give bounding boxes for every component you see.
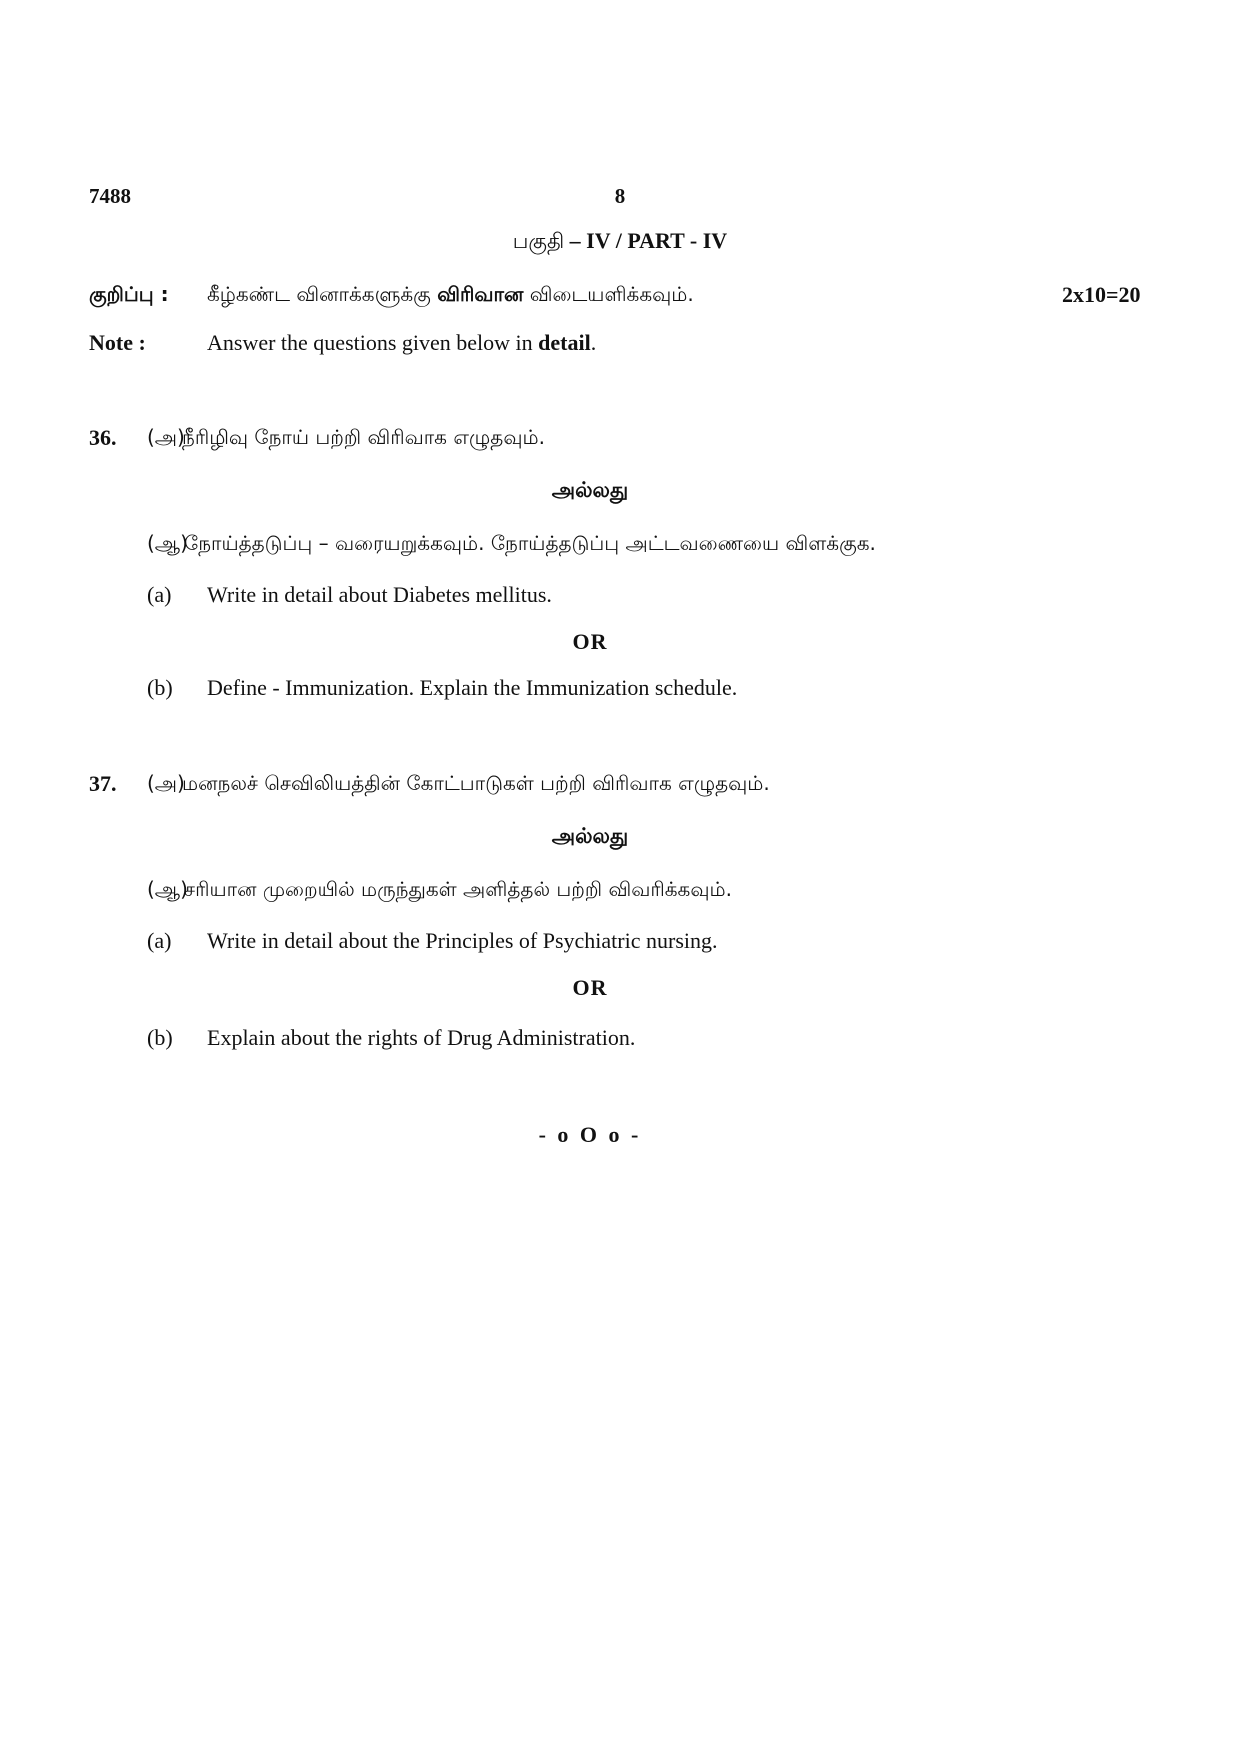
question-option-text: Define - Immunization. Explain the Immunization schedule. [207,675,738,700]
question-option-text: Explain about the rights of Drug Administration. [207,1025,636,1050]
question-option-label: (a) [147,928,172,953]
question-option-label: (ஆ) [147,877,188,901]
question-option-label: (அ) [147,425,185,449]
end-of-paper-mark: - o O o - [538,1122,642,1147]
page-number: 8 [614,184,626,208]
or-separator-english: OR [572,629,608,654]
note-tamil-text [207,282,694,309]
question-option-label: (ஆ) [147,531,188,555]
part-heading-tamil: பகுதி [512,229,565,253]
or-separator-tamil: அல்லது [551,824,629,848]
question-option-text: Write in detail about the Principles of Psychiatric nursing. [207,928,718,953]
part-heading [0,228,1240,256]
question-option-label: (a) [147,582,172,607]
note-english-post: . [590,330,597,355]
note-tamil-post: விடையளிக்கவும். [523,282,694,306]
question-option-text: Write in detail about Diabetes mellitus. [207,582,552,607]
note-english-text [207,330,596,356]
part-heading-separator: – [564,228,587,253]
question-option-label: (b) [147,1025,173,1050]
note-tamil-pre: கீழ்கண்ட வினாக்களுக்கு [207,282,438,306]
note-english-emphasis: detail [538,330,591,355]
marks-allocation: 2x10=20 [1062,282,1141,307]
or-separator-tamil: அல்லது [551,478,629,502]
paper-code: 7488 [89,184,131,208]
question-option-text: சரியான முறையில் மருந்துகள் அளித்தல் பற்றி விவரிக்கவும். [184,877,732,901]
question-option-label: (அ) [147,771,185,795]
note-english-label: Note : [89,330,146,355]
question-option-text: நோய்த்தடுப்பு – வரையறுக்கவும். நோய்த்தடுப்பு அட்டவணையை விளக்குக. [184,531,876,555]
or-separator-english: OR [572,975,608,1000]
note-tamil-label: குறிப்பு : [89,282,169,306]
question-option-label: (b) [147,675,173,700]
part-heading-english: IV / PART - IV [586,228,728,253]
question-number: 36. [89,425,117,450]
question-option-text: மனநலச் செவிலியத்தின் கோட்பாடுகள் பற்றி விரிவாக எழுதவும். [182,771,770,795]
note-tamil-emphasis: விரிவான [437,282,524,306]
note-english-pre: Answer the questions given below in [207,330,539,355]
question-number: 37. [89,771,117,796]
question-option-text: நீரிழிவு நோய் பற்றி விரிவாக எழுதவும். [182,425,545,449]
